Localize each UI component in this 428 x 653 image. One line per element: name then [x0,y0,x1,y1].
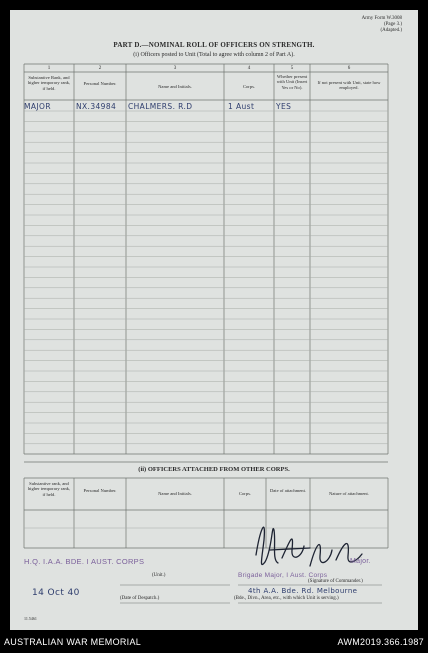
signature-caption: (Signature of Commander.) [308,579,363,584]
col-num-1: 1 [47,66,51,71]
printer-code: 11.5461 [24,616,37,621]
date-label: (Date of Despatch.) [120,596,160,601]
col-header-corps: Corps. [242,84,256,89]
unit-stamp: H.Q. I.A.A. BDE. I AUST. CORPS [24,557,145,566]
entry-name: CHALMERS. R.D [128,102,193,111]
section-i-title: (i) Officers posted to Unit (Total to agree with column 2 of Part A). [133,52,295,58]
form-adapted: (Adapted.) [380,28,402,33]
col-num-6: 6 [347,66,351,71]
table-grid [10,10,418,630]
col-header-number: Personal Number. [83,81,117,86]
bde-written: 4th A.A. Bde. Rd. Melbourne [248,587,358,595]
col2-header-name: Name and Initials. [158,491,192,496]
section-ii-title: (ii) OFFICERS ATTACHED FROM OTHER CORPS. [138,466,290,473]
footer-left: AUSTRALIAN WAR MEMORIAL [4,637,142,647]
entry-number: NX.34984 [76,102,117,111]
footer-right: AWM2019.366.1987 [337,637,424,647]
col2-header-nature: Nature of attachment. [329,491,369,496]
date-written: 14 Oct 40 [32,588,80,598]
entry-present: YES [276,102,292,111]
col-num-5: 5 [290,66,294,71]
entry-corps: 1 Aust [228,102,255,111]
col-num-2: 2 [98,66,102,71]
col-num-3: 3 [173,66,177,71]
bde-label: (Bde., Divn., Area, etc., with which Unit is serving.) [234,596,339,601]
col-header-employed: If not present with Unit, state how employed. [317,80,381,91]
stamp-brigade: Brigade Major, I Aust. Corps [238,572,328,579]
col2-header-date: Date of attachment. [269,488,307,493]
col-header-name: Name and Initials. [158,84,192,89]
col-num-4: 4 [247,66,251,71]
form-page: (Page 3.) [383,22,402,27]
form-title: PART D.—NOMINAL ROLL OF OFFICERS ON STRENGTH. [113,41,315,49]
col2-header-corps: Corps. [238,491,252,496]
unit-label: (Unit.) [152,573,166,578]
signature [256,527,362,566]
form-id: Army Form W.3008 [361,16,402,21]
col2-header-rank: Substantive rank, and higher temporary rank, if held. [27,481,71,497]
col-header-rank: Substantive Rank, and higher temporary rank, if held. [27,75,71,91]
stamp-major: Major. [350,558,371,565]
col2-header-number: Personal Number. [83,488,117,493]
form-sheet [10,10,418,630]
entry-rank: MAJOR [24,102,51,111]
col-header-present: Whether present with Unit (Insert Yes or No). [276,74,308,90]
